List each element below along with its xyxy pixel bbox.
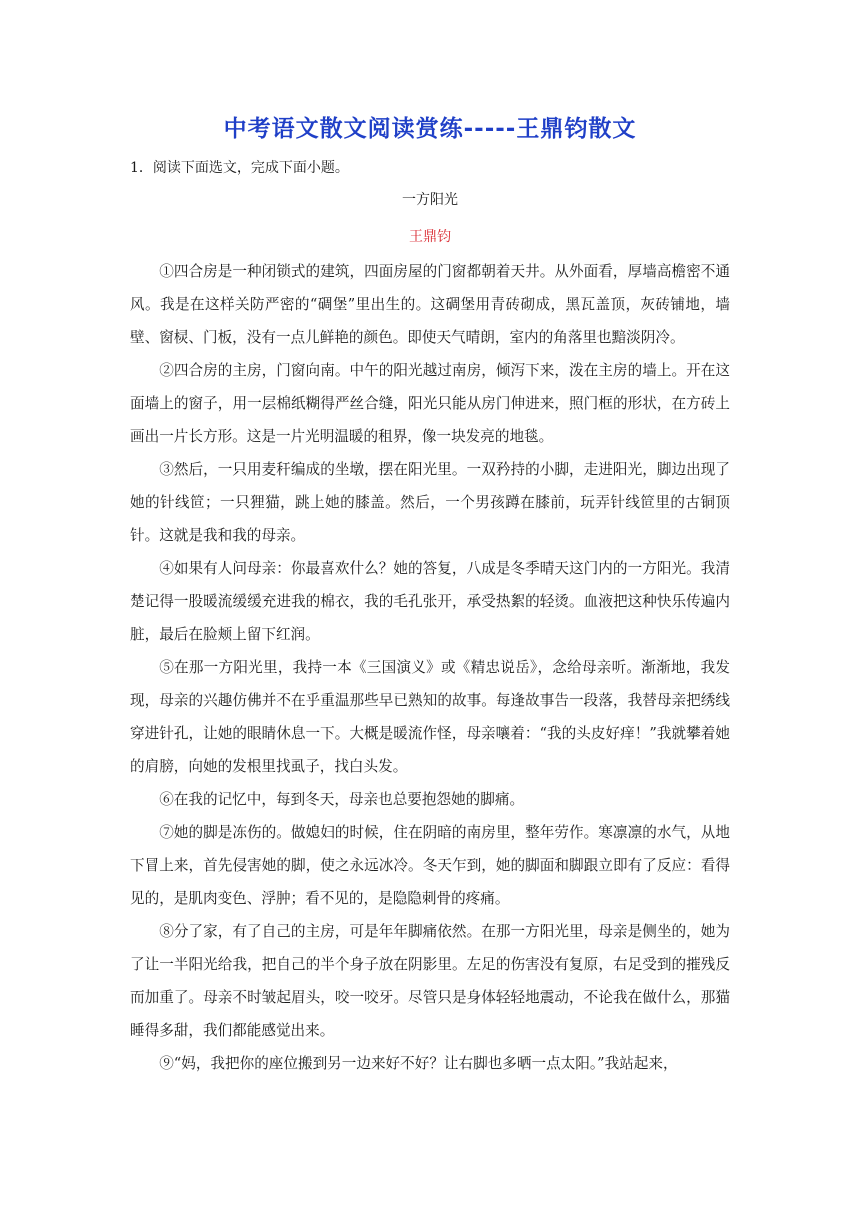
paragraph-8: ⑧分了家，有了自己的主房，可是年年脚痛依然。在那一方阳光里，母亲是侧坐的，她为了让一半阳光给我，把自己的半个身子放在阴影里。左足的伤害没有复原，右足受到的摧残反而加重了。母亲不时皱起眉头，咬一咬牙。尽管只是身体轻轻地震动，不论我在做什么，那猫睡得多甜，我们都能感觉出来。 bbox=[130, 923, 730, 1039]
document-title: 中考语文散文阅读赏练-----王鼎钧散文 bbox=[223, 116, 637, 142]
paragraph-9: ⑨“妈，我把你的座位搬到另一边来好不好？让右脚也多晒一点太阳。”我站起来， bbox=[159, 1055, 678, 1072]
essay-title: 一方阳光 bbox=[402, 192, 458, 208]
paragraph-5: ⑤在那一方阳光里，我持一本《三国演义》或《精忠说岳》，念给母亲听。渐渐地，我发现，母亲的兴趣仿佛并不在乎重温那些早已熟知的故事。每逢故事告一段落，我替母亲把绣线穿进针孔，让她的眼睛休息一下。大概是暖流作怪，母亲嚷着：“我的头皮好痒！”我就攀着她的肩膀，向她的发根里找虱子，找白头发。 bbox=[130, 659, 730, 775]
essay-body bbox=[130, 255, 730, 1080]
essay-author: 王鼎钧 bbox=[409, 229, 451, 245]
paragraph-6: ⑥在我的记忆中，每到冬天，母亲也总要抱怨她的脚痛。 bbox=[159, 791, 525, 808]
paragraph-7: ⑦她的脚是冻伤的。做媳妇的时候，住在阴暗的南房里，整年劳作。寒凛凛的水气，从地下冒上来，首先侵害她的脚，使之永远冰冷。冬天乍到，她的脚面和脚跟立即有了反应：看得见的，是肌肉变色、浮肿；看不见的，是隐隐刺骨的疼痛。 bbox=[130, 824, 730, 907]
paragraph-4: ④如果有人问母亲：你最喜欢什么？她的答复，八成是冬季晴天这门内的一方阳光。我清楚记得一股暖流缓缓充进我的棉衣，我的毛孔张开，承受热絮的轻烫。血液把这种快乐传遍内脏，最后在脸颊上留下红润。 bbox=[130, 560, 730, 643]
paragraph-3: ③然后，一只用麦秆编成的坐墩，摆在阳光里。一双矜持的小脚，走进阳光，脚边出现了她的针线笸；一只狸猫，跳上她的膝盖。然后，一个男孩蹲在膝前，玩弄针线笸里的古铜顶针。这就是我和我的母亲。 bbox=[130, 461, 730, 544]
paragraph-1: ①四合房是一种闭锁式的建筑，四面房屋的门窗都朝着天井。从外面看，厚墙高檐密不通风。我是在这样关防严密的“碉堡”里出生的。这碉堡用青砖砌成，黑瓦盖顶，灰砖铺地，墙壁、窗棂、门板，没有一点儿鲜艳的颜色。即使天气晴朗，室内的角落里也黯淡阴冷。 bbox=[130, 263, 730, 346]
paragraph-2: ②四合房的主房，门窗向南。中午的阳光越过南房，倾泻下来，泼在主房的墙上。开在这面墙上的窗子，用一层棉纸糊得严丝合缝，阳光只能从房门伸进来，照门框的形状，在方砖上画出一片长方形。这是一片光明温暖的租界，像一块发亮的地毯。 bbox=[130, 362, 730, 445]
question-prompt: 1．阅读下面选文，完成下面小题。 bbox=[130, 160, 349, 176]
